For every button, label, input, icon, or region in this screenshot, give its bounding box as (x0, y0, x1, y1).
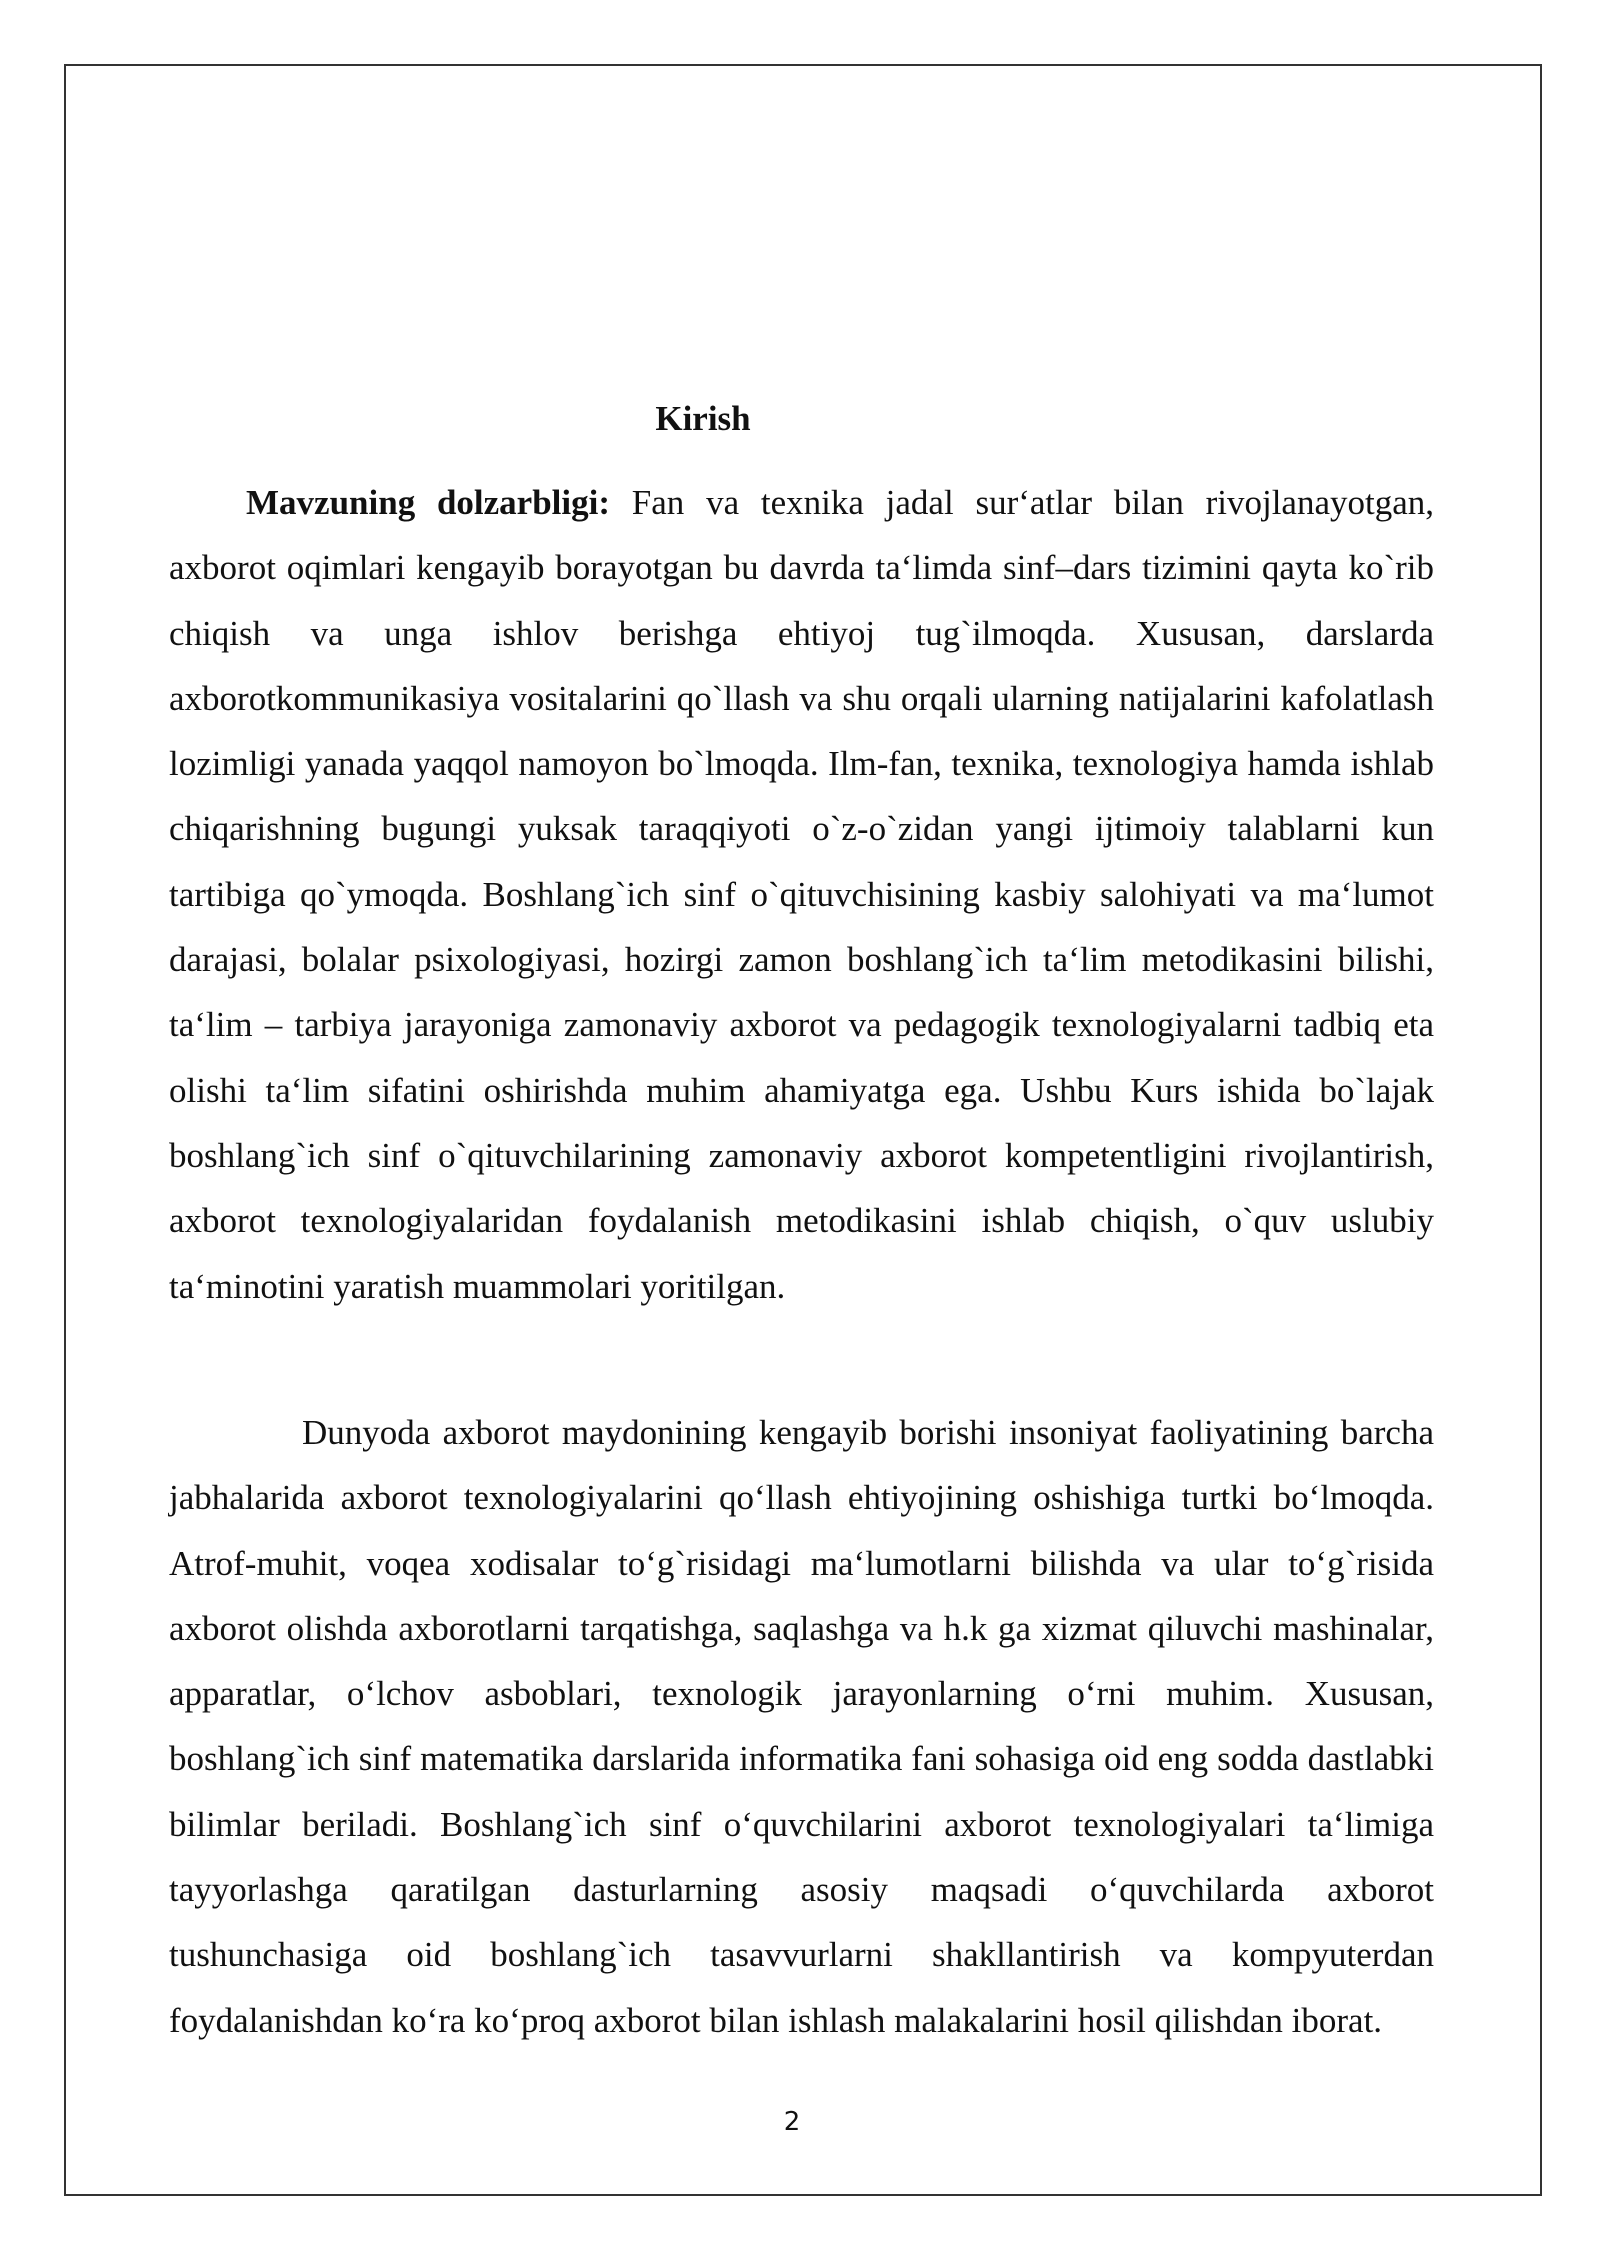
paragraph-relevance (169, 470, 1434, 1319)
section-title: Kirish (655, 399, 751, 438)
paragraph-text: Fan va texnika jadal sur‘atlar bilan rivojlanayotgan, axborot oqimlari kengayib borayotgan bu davrda ta‘limda sinf–dars tizimini qayta ko`rib chiqish va unga ishlov berishga ehtiyoj tug`ilmoqda. Xususan, darslarda axborotkommunikasiya vositalarini qo`llash va shu orqali ularning natijalarini kafolatlash lozimligi yanada yaqqol namoyon bo`lmoqda. Ilm-fan, texnika, texnologiya hamda ishlab chiqarishning bugungi yuksak taraqqiyoti o`z-o`zidan yangi ijtimoiy talablarni kun tartibiga qo`ymoqda. Boshlang`ich sinf o`qituvchisining kasbiy salohiyati va ma‘lumot darajasi, bolalar psixologiyasi, hozirgi zamon boshlang`ich ta‘lim metodikasini bilishi, ta‘lim – tarbiya jarayoniga zamonaviy axborot va pedagogik texnologiyalarni tadbiq eta olishi ta‘lim sifatini oshirishda muhim ahamiyatga ega. Ushbu Kurs ishida bo`lajak boshlang`ich sinf o`qituvchilarining zamonaviy axborot kompetentligini rivojlantirish, axborot texnologiyalaridan foydalanish metodikasini ishlab chiqish, o`quv uslubiy ta‘minotini yaratish muammolari yoritilgan. (169, 483, 1434, 1306)
paragraph-lead: Mavzuning dolzarbligi: (246, 483, 611, 522)
paragraph-information-space (169, 1400, 1434, 2053)
paragraph-text: Dunyoda axborot maydonining kengayib borishi insoniyat faoliyatining barcha jabhalarida axborot texnologiyalarini qo‘llash ehtiyojining oshishiga turtki bo‘lmoqda. Atrof-muhit, voqea xodisalar to‘g`risidagi ma‘lumotlarni bilishda va ular to‘g`risida axborot olishda axborotlarni tarqatishga, saqlashga va h.k ga xizmat qiluvchi mashinalar, apparatlar, o‘lchov asboblari, texnologik jarayonlarning o‘rni muhim. Xususan, boshlang`ich sinf matematika darslarida informatika fani sohasiga oid eng sodda dastlabki bilimlar beriladi. Boshlang`ich sinf o‘quvchilarini axborot texnologiyalari ta‘limiga tayyorlashga qaratilgan dasturlarning asosiy maqsadi o‘quvchilarda axborot tushunchasiga oid boshlang`ich tasavvurlarni shakllantirish va kompyuterdan foydalanishdan ko‘ra ko‘proq axborot bilan ishlash malakalarini hosil qilishdan iborat. (169, 1413, 1434, 2040)
page-number: 2 (783, 2107, 801, 2137)
